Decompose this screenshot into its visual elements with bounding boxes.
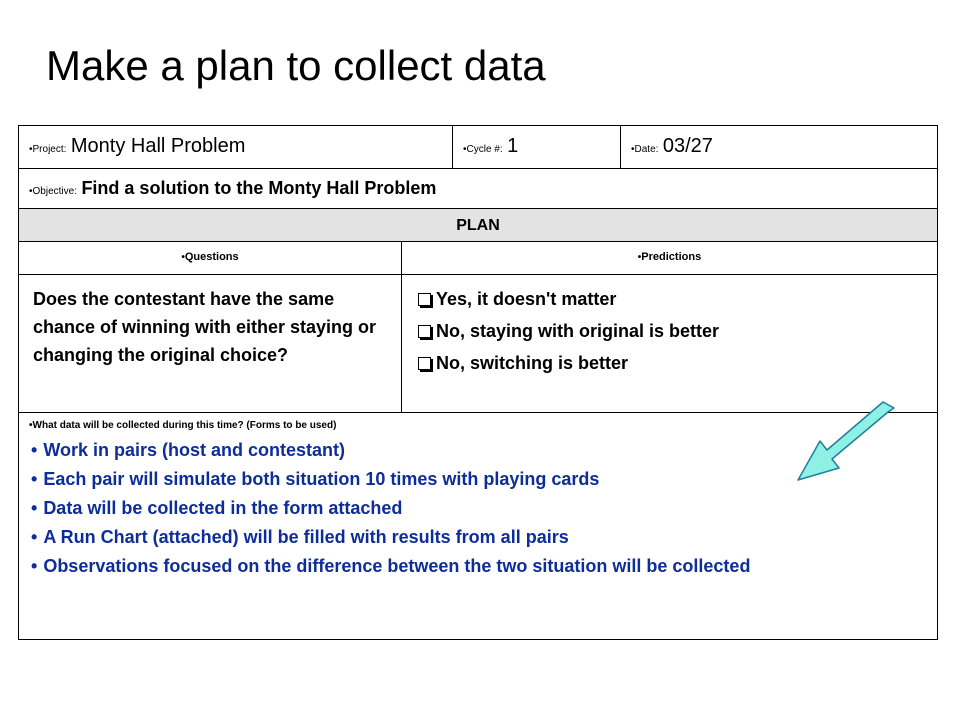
collection-item (31, 523, 897, 552)
bullet: • (29, 420, 33, 431)
bullet: • (463, 144, 467, 155)
predictions-heading (401, 242, 937, 274)
header-row (19, 126, 937, 169)
questions-heading-label: Questions (184, 251, 239, 263)
prediction-label: No, switching is better (436, 353, 629, 373)
cycle-label: Cycle #: (466, 144, 503, 155)
objective-row (19, 169, 937, 209)
question-predictions-row (19, 275, 937, 413)
collection-item-text: Observations focused on the difference between the two situation will be collected (43, 556, 751, 576)
bullet: • (29, 144, 33, 155)
predictions-heading-label: Predictions (641, 251, 702, 263)
predictions-cell (401, 275, 937, 412)
collection-item-text: Data will be collected in the form attached (43, 498, 403, 518)
date-label: Date: (634, 144, 659, 155)
predictions-list (402, 275, 937, 375)
prediction-item (416, 319, 937, 343)
slide-title: Make a plan to collect data (46, 42, 546, 89)
bullet: • (31, 527, 38, 547)
collection-item-text: Each pair will simulate both situation 10 times with playing cards (43, 469, 600, 489)
questions-heading (19, 242, 401, 274)
cycle-cell (452, 126, 620, 168)
project-cell (19, 126, 452, 168)
collection-label (29, 420, 336, 431)
collection-item (31, 494, 897, 523)
bullet: • (31, 469, 38, 489)
prediction-label: Yes, it doesn't matter (436, 289, 617, 309)
plan-form-table (18, 125, 938, 640)
bullet: • (631, 144, 635, 155)
checkbox-icon (418, 325, 431, 338)
objective-value: Find a solution to the Monty Hall Problem (81, 178, 437, 198)
date-cell (620, 126, 937, 168)
date-value: 03/27 (662, 135, 713, 157)
project-label: Project: (32, 144, 67, 155)
collection-label-text: What data will be collected during this time? (Forms to be used) (32, 420, 337, 431)
pointer-arrow-icon (790, 400, 900, 490)
prediction-item (416, 287, 937, 311)
collection-item-text: A Run Chart (attached) will be filled with results from all pairs (43, 527, 569, 547)
checkbox-icon (418, 293, 431, 306)
bullet: • (181, 252, 185, 263)
section-headings-row (19, 242, 937, 275)
collection-item (31, 552, 897, 581)
collection-item (31, 465, 897, 494)
objective-label: Objective: (32, 186, 77, 197)
objective-cell (19, 169, 937, 208)
collection-item-text: Work in pairs (host and contestant) (43, 440, 346, 460)
cycle-value: 1 (507, 135, 519, 157)
plan-heading: PLAN (19, 209, 937, 242)
bullet: • (31, 556, 38, 576)
prediction-label: No, staying with original is better (436, 321, 720, 341)
question-text: Does the contestant have the same chance of winning with either staying or changing the original choice? (33, 289, 377, 365)
bullet: • (31, 498, 38, 518)
bullet: • (31, 440, 38, 460)
bullet: • (637, 252, 642, 263)
collection-list (31, 436, 897, 581)
collection-item (31, 436, 897, 465)
checkbox-icon (418, 357, 431, 370)
project-value: Monty Hall Problem (70, 135, 246, 157)
bullet: • (29, 186, 33, 197)
prediction-item (416, 351, 937, 375)
